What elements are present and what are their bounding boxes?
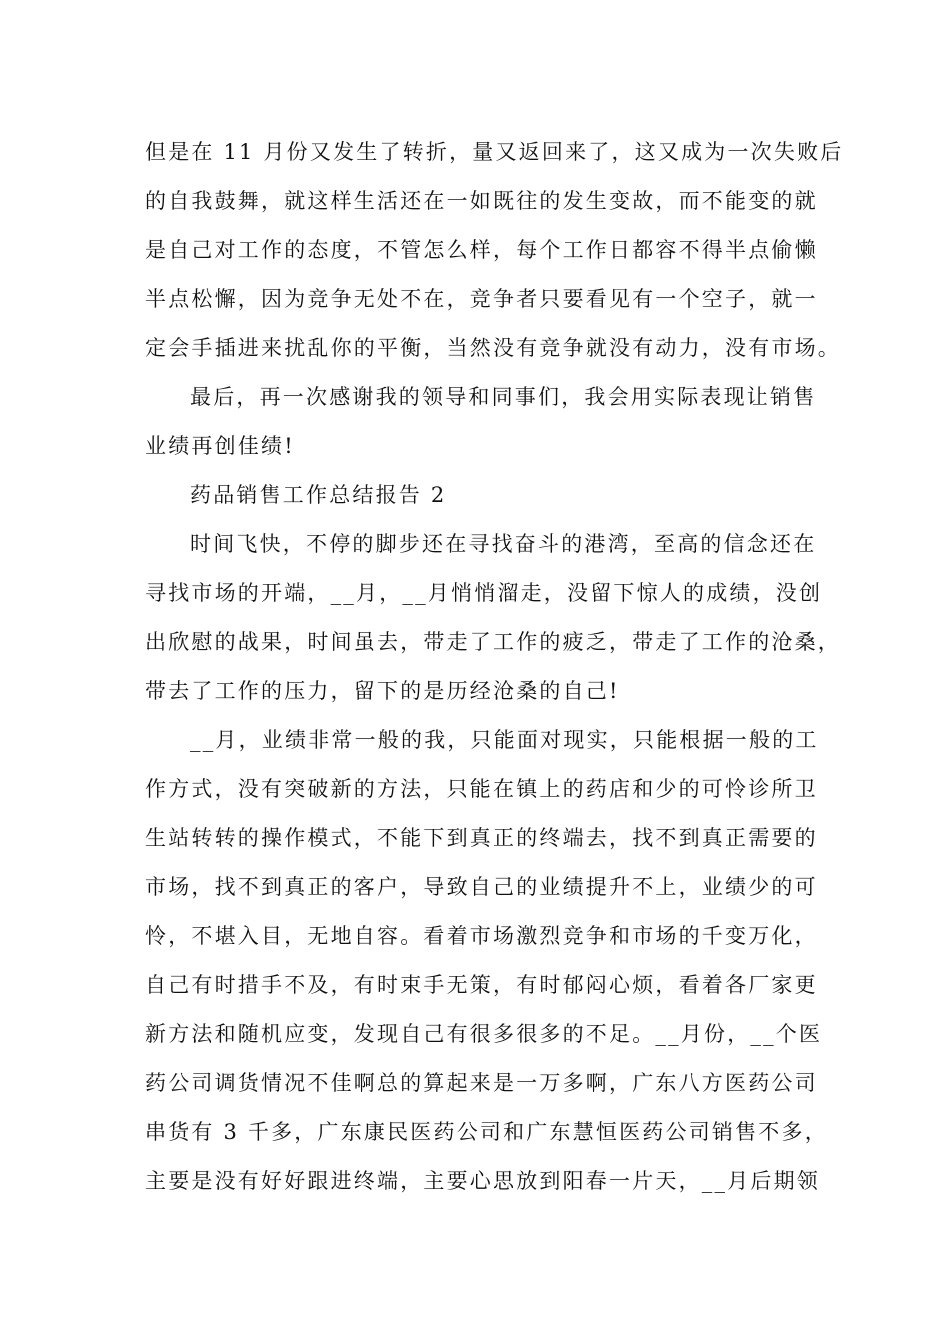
paragraph-line: 定会手插进来扰乱你的平衡，当然没有竞争就没有动力，没有市场。: [145, 336, 841, 360]
paragraph-line: __月，业绩非常一般的我，只能面对现实，只能根据一般的工: [190, 728, 819, 752]
paragraph-line: 但是在 11 月份又发生了转折，量又返回来了，这又成为一次失败后: [145, 140, 844, 164]
paragraph-line: 半点松懈，因为竞争无处不在，竞争者只要看见有一个空子，就一: [145, 287, 818, 311]
paragraph-line: 寻找市场的开端，__月，__月悄悄溜走，没留下惊人的成绩，没创: [145, 581, 823, 605]
paragraph-4: [145, 716, 828, 1206]
paragraph-line: 业绩再创佳绩!: [145, 434, 295, 458]
paragraph-3: [145, 520, 841, 716]
paragraph-line: 怜，不堪入目，无地自容。看着市场激烈竞争和市场的千变万化，: [145, 924, 818, 948]
paragraph-2: [145, 373, 817, 471]
section-heading-text: 药品销售工作总结报告 2: [190, 483, 447, 507]
paragraph-line: 生站转转的操作模式，不能下到真正的终端去，找不到真正需要的: [145, 826, 818, 850]
section-heading: [145, 471, 810, 520]
paragraph-line: 时间飞快，不停的脚步还在寻找奋斗的港湾，至高的信念还在: [190, 532, 817, 556]
paragraph-line: 市场，找不到真正的客户，导致自己的业绩提升不上，业绩少的可: [145, 875, 818, 899]
paragraph-line: 新方法和随机应变，发现自己有很多很多的不足。__月份，__个医: [145, 1022, 823, 1046]
paragraph-line: 的自我鼓舞，就这样生活还在一如既往的发生变故，而不能变的就: [145, 189, 818, 213]
paragraph-line: 主要是没有好好跟进终端，主要心思放到阳春一片天，__月后期领: [145, 1169, 820, 1193]
paragraph-line: 作方式，没有突破新的方法，只能在镇上的药店和少的可怜诊所卫: [145, 777, 818, 801]
paragraph-1: [145, 128, 844, 373]
paragraph-line: 药公司调货情况不佳啊总的算起来是一万多啊，广东八方医药公司: [145, 1071, 818, 1095]
paragraph-line: 自己有时措手不及，有时束手无策，有时郁闷心烦，看着各厂家更: [145, 973, 818, 997]
paragraph-line: 串货有 3 千多，广东康民医药公司和广东慧恒医药公司销售不多，: [145, 1120, 828, 1144]
paragraph-line: 出欣慰的战果，时间虽去，带走了工作的疲乏，带走了工作的沧桑，: [145, 630, 841, 654]
paragraph-line: 是自己对工作的态度，不管怎么样，每个工作日都容不得半点偷懒: [145, 238, 818, 262]
paragraph-line: 带去了工作的压力，留下的是历经沧桑的自己!: [145, 679, 620, 703]
paragraph-line: 最后，再一次感谢我的领导和同事们，我会用实际表现让销售: [190, 385, 817, 409]
document-body: [145, 128, 844, 1206]
